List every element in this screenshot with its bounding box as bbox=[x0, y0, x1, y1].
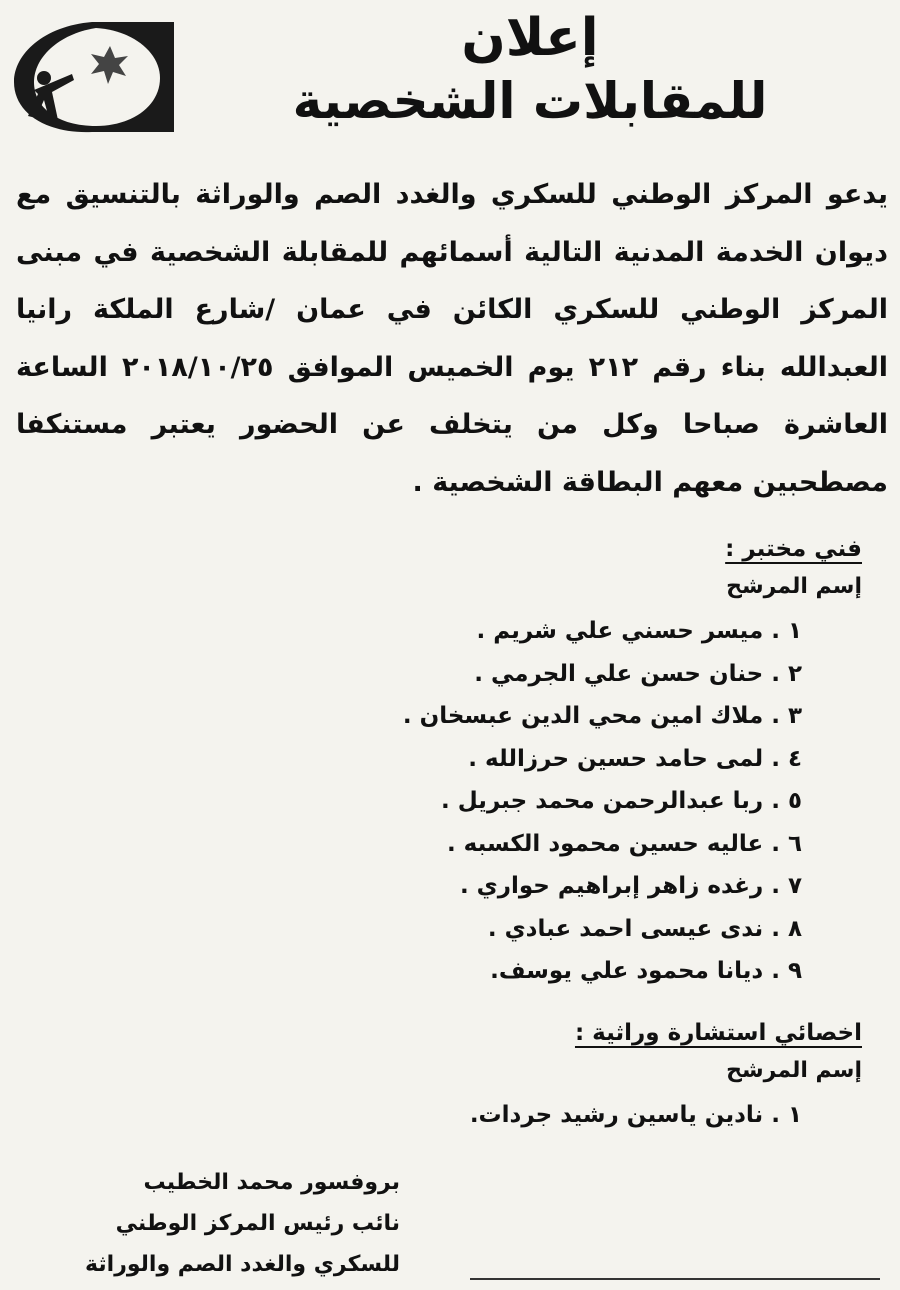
section-heading: اخصائي استشارة وراثية : bbox=[574, 1020, 862, 1046]
item-number: ١ . bbox=[771, 1102, 802, 1128]
list-item bbox=[22, 950, 802, 993]
list-item bbox=[22, 865, 802, 908]
section-lab-technician bbox=[22, 530, 862, 993]
candidate-name: ربا عبدالرحمن محمد جبريل . bbox=[441, 788, 764, 814]
candidate-name: حنان حسن علي الجرمي . bbox=[474, 660, 764, 687]
list-item bbox=[22, 738, 802, 781]
ncdeg-logo-icon bbox=[14, 18, 174, 136]
bottom-divider bbox=[470, 1278, 880, 1280]
item-number: ٣ . bbox=[771, 703, 802, 729]
announcement-subtitle: للمقابلات الشخصية bbox=[292, 72, 768, 130]
candidate-name: ديانا محمود علي يوسف. bbox=[490, 958, 764, 984]
candidate-name: رغده زاهر إبراهيم حواري . bbox=[459, 873, 764, 899]
list-item bbox=[22, 908, 802, 951]
candidate-name: ميسر حسني علي شريم . bbox=[476, 618, 764, 644]
candidate-name: عاليه حسين محمود الكسبه . bbox=[446, 830, 764, 857]
item-number: ٨ . bbox=[771, 915, 802, 942]
announcement-header bbox=[250, 6, 810, 132]
list-item bbox=[22, 610, 802, 653]
item-number: ٤ . bbox=[771, 745, 802, 772]
item-number: ٦ . bbox=[771, 830, 802, 857]
candidate-name: ملاك امين محي الدين عبسخان . bbox=[402, 703, 764, 729]
list-item bbox=[22, 823, 802, 866]
signatory-organization: للسكري والغدد الصم والوراثة bbox=[85, 1252, 400, 1277]
signatory-name: بروفسور محمد الخطيب bbox=[143, 1170, 400, 1195]
candidate-list bbox=[22, 610, 862, 993]
candidate-column-label: إسم المرشح bbox=[726, 574, 862, 599]
item-number: ٢ . bbox=[771, 660, 802, 687]
section-genetic-counselor bbox=[22, 1014, 862, 1137]
announcement-title: إعلان bbox=[461, 8, 599, 68]
signatory-position: نائب رئيس المركز الوطني bbox=[115, 1211, 400, 1236]
candidate-name: لمى حامد حسين حرزالله . bbox=[468, 745, 764, 772]
candidate-name: ندى عيسى احمد عبادي . bbox=[487, 915, 764, 942]
item-number: ٩ . bbox=[771, 958, 802, 984]
item-number: ١ . bbox=[771, 618, 802, 644]
signature-block bbox=[20, 1162, 400, 1285]
list-item bbox=[22, 1094, 802, 1137]
intro-paragraph: يدعو المركز الوطني للسكري والغدد الصم والوراثة بالتنسيق مع ديوان الخدمة المدنية التالية أسمائهم للمقابلة الشخصية في مبنى المركز الوطني للسكري الكائن في عمان /شارع الملكة رانيا العبدالله بناء رقم ٢١٢ يوم الخميس الموافق ٢٠١٨/١٠/٢٥ الساعة العاشرة صباحا وكل من يتخلف عن الحضور يعتبر مستنكفا مصطحبين معهم البطاقة الشخصية . bbox=[16, 179, 888, 498]
item-number: ٧ . bbox=[771, 873, 802, 899]
item-number: ٥ . bbox=[771, 788, 802, 814]
list-item bbox=[22, 653, 802, 696]
list-item bbox=[22, 695, 802, 738]
candidate-column-label: إسم المرشح bbox=[726, 1058, 862, 1083]
section-heading: فني مختبر : bbox=[725, 536, 862, 562]
list-item bbox=[22, 780, 802, 823]
candidate-list bbox=[22, 1094, 862, 1137]
candidate-name: نادين ياسين رشيد جردات. bbox=[469, 1102, 764, 1128]
